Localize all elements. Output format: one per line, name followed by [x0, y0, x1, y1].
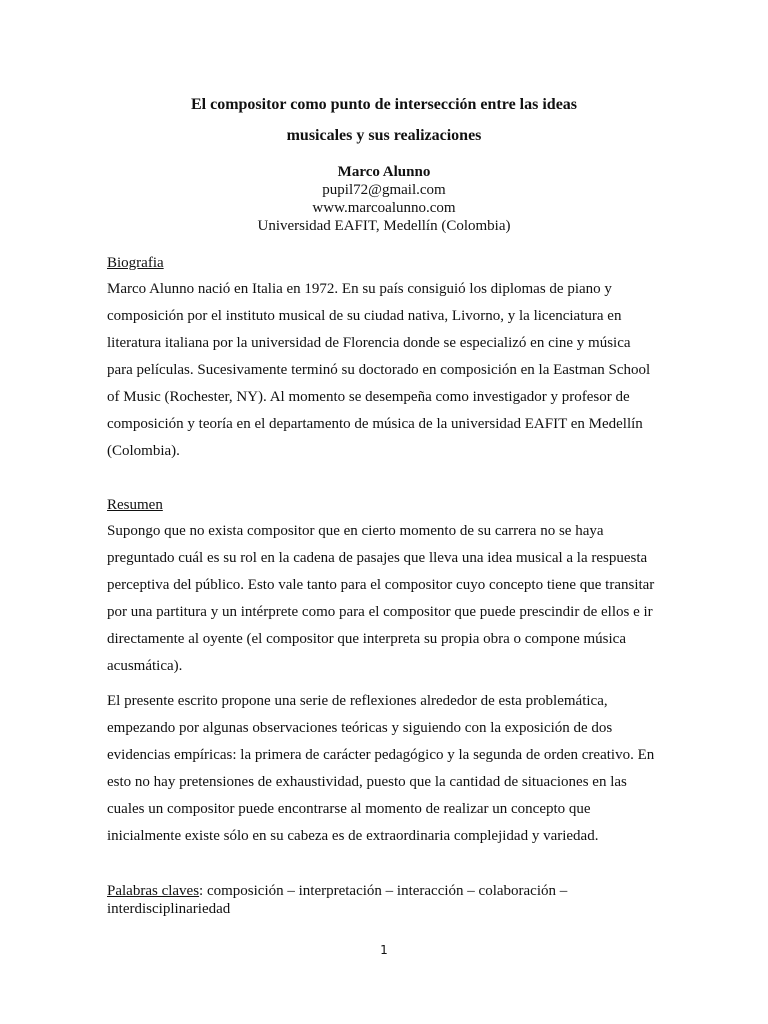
title-line-1: El compositor como punto de intersección entre las ideas [190, 96, 578, 113]
resumen-line: inicialmente existe sólo en su cabeza es de extraordinaria complejidad y variedad. [107, 828, 599, 844]
resumen-line: empezando por algunas observaciones teóricas y siguiendo con la exposición de dos [107, 720, 613, 736]
keywords-separator: : [199, 883, 207, 899]
biografia-heading: Biografia [107, 255, 164, 271]
document-title [107, 89, 661, 151]
keywords-block [107, 882, 661, 918]
resumen-paragraph-1 [107, 518, 661, 680]
keywords-line-1 [107, 882, 661, 900]
biografia-line: literatura italiana por la universidad de Florencia donde se especializó en cine y música [107, 335, 631, 351]
biografia-paragraph [107, 276, 661, 465]
resumen-line: por una partitura y un intérprete como para el compositor que puede prescindir de ellos e ir [107, 604, 653, 620]
resumen-heading: Resumen [107, 497, 163, 513]
resumen-line: esto no hay pretensiones de exhaustividad, puesto que la cantidad de situaciones en las [107, 774, 627, 790]
resumen-line: El presente escrito propone una serie de reflexiones alrededor de esta problemática, [107, 693, 608, 709]
author-website: www.marcoalunno.com [312, 200, 456, 216]
resumen-line: evidencias empíricas: la primera de carácter pedagógico y la segunda de orden creativo. En [107, 747, 655, 763]
keywords-text: composición – interpretación – interacción – colaboración – [206, 883, 568, 899]
author-affiliation: Universidad EAFIT, Medellín (Colombia) [257, 218, 511, 234]
resumen-line: cuales un compositor puede encontrarse al momento de realizar un concepto que [107, 801, 591, 817]
author-name: Marco Alunno [337, 164, 431, 180]
biografia-line: composición y teoría en el departamento de música de la universidad EAFIT en Medellín [107, 416, 643, 432]
biografia-line: para películas. Sucesivamente terminó su doctorado en composición en la Eastman School [107, 362, 651, 378]
resumen-line: directamente al oyente (el compositor que interpreta su propia obra o compone música [107, 631, 626, 647]
keywords-label: Palabras claves [107, 883, 200, 899]
resumen-paragraph-2 [107, 688, 661, 850]
author-email: pupil72@gmail.com [322, 182, 446, 198]
resumen-line: perceptiva del público. Esto vale tanto para el compositor cuyo concepto tiene que transitar [107, 577, 655, 593]
biografia-line: of Music (Rochester, NY). Al momento se desempeña como investigador y profesor de [107, 389, 630, 405]
resumen-line: preguntado cuál es su rol en la cadena de pasajes que lleva una idea musical a la respuesta [107, 550, 648, 566]
page-number: 1 [380, 943, 388, 957]
biografia-line: Marco Alunno nació en Italia en 1972. En su país consiguió los diplomas de piano y [107, 281, 612, 297]
biografia-line: (Colombia). [107, 443, 180, 459]
author-block [107, 163, 661, 235]
biografia-line: composición por el instituto musical de su ciudad nativa, Livorno, y la licenciatura en [107, 308, 622, 324]
resumen-line: acusmática). [107, 658, 183, 674]
keywords-line-2: interdisciplinariedad [107, 901, 231, 917]
title-line-2: musicales y sus realizaciones [286, 127, 482, 144]
resumen-line: Supongo que no exista compositor que en cierto momento de su carrera no se haya [107, 523, 604, 539]
